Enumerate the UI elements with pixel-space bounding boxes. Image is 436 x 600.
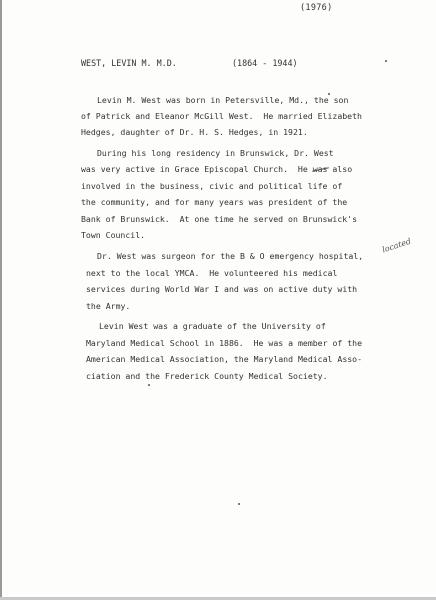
text-line-4: During his long residency in Brunswick, Dr. West (97, 148, 334, 158)
text-line-17: ciation and the Frederick County Medical Society. (86, 371, 328, 381)
text-line-13: the Army. (86, 301, 131, 311)
heading-name: WEST, LEVIN M. M.D. (81, 58, 177, 68)
text-line-8: Bank of Brunswick. At one time he served on Brunswick's (81, 214, 358, 224)
text-line-7: the community, and for many years was president of the (81, 197, 348, 207)
scan-speck (328, 93, 330, 95)
handwritten-note: located (381, 236, 413, 255)
text-line-15: Maryland Medical School in 1886. He was a member of the (86, 338, 363, 348)
scan-left-edge (0, 0, 2, 600)
scan-speck (385, 60, 387, 62)
struck-word: was (312, 164, 328, 174)
text-line-14: Levin West was a graduate of the University of (99, 321, 326, 331)
scan-speck (148, 384, 150, 386)
text-line-3: Hedges, daughter of Dr. H. S. Hedges, in 1921. (81, 127, 308, 137)
text-line-5-end: also (327, 164, 353, 174)
text-line-10: Dr. West was surgeon for the B & O emergency hospital, (97, 251, 364, 261)
text-line-12: services during World War I and was on active duty with (86, 284, 358, 294)
text-line-9: Town Council. (81, 230, 146, 240)
text-line-5-start: was very active in Grace Episcopal Church. He (81, 164, 313, 174)
scan-speck (238, 503, 240, 505)
text-line-11: next to the local YMCA. He volunteered his medical (86, 268, 338, 278)
heading-dates: (1864 - 1944) (232, 58, 298, 68)
text-line-1: Levin M. West was born in Petersville, Md., the son (97, 95, 349, 105)
year-tag: (1976) (300, 3, 333, 13)
text-line-6: involved in the business, civic and political life of (81, 181, 343, 191)
text-line-2: of Patrick and Eleanor McGill West. He married Elizabeth (81, 111, 362, 121)
text-line-16: American Medical Association, the Maryland Medical Asso- (86, 354, 363, 364)
text-line-5 (81, 161, 352, 178)
